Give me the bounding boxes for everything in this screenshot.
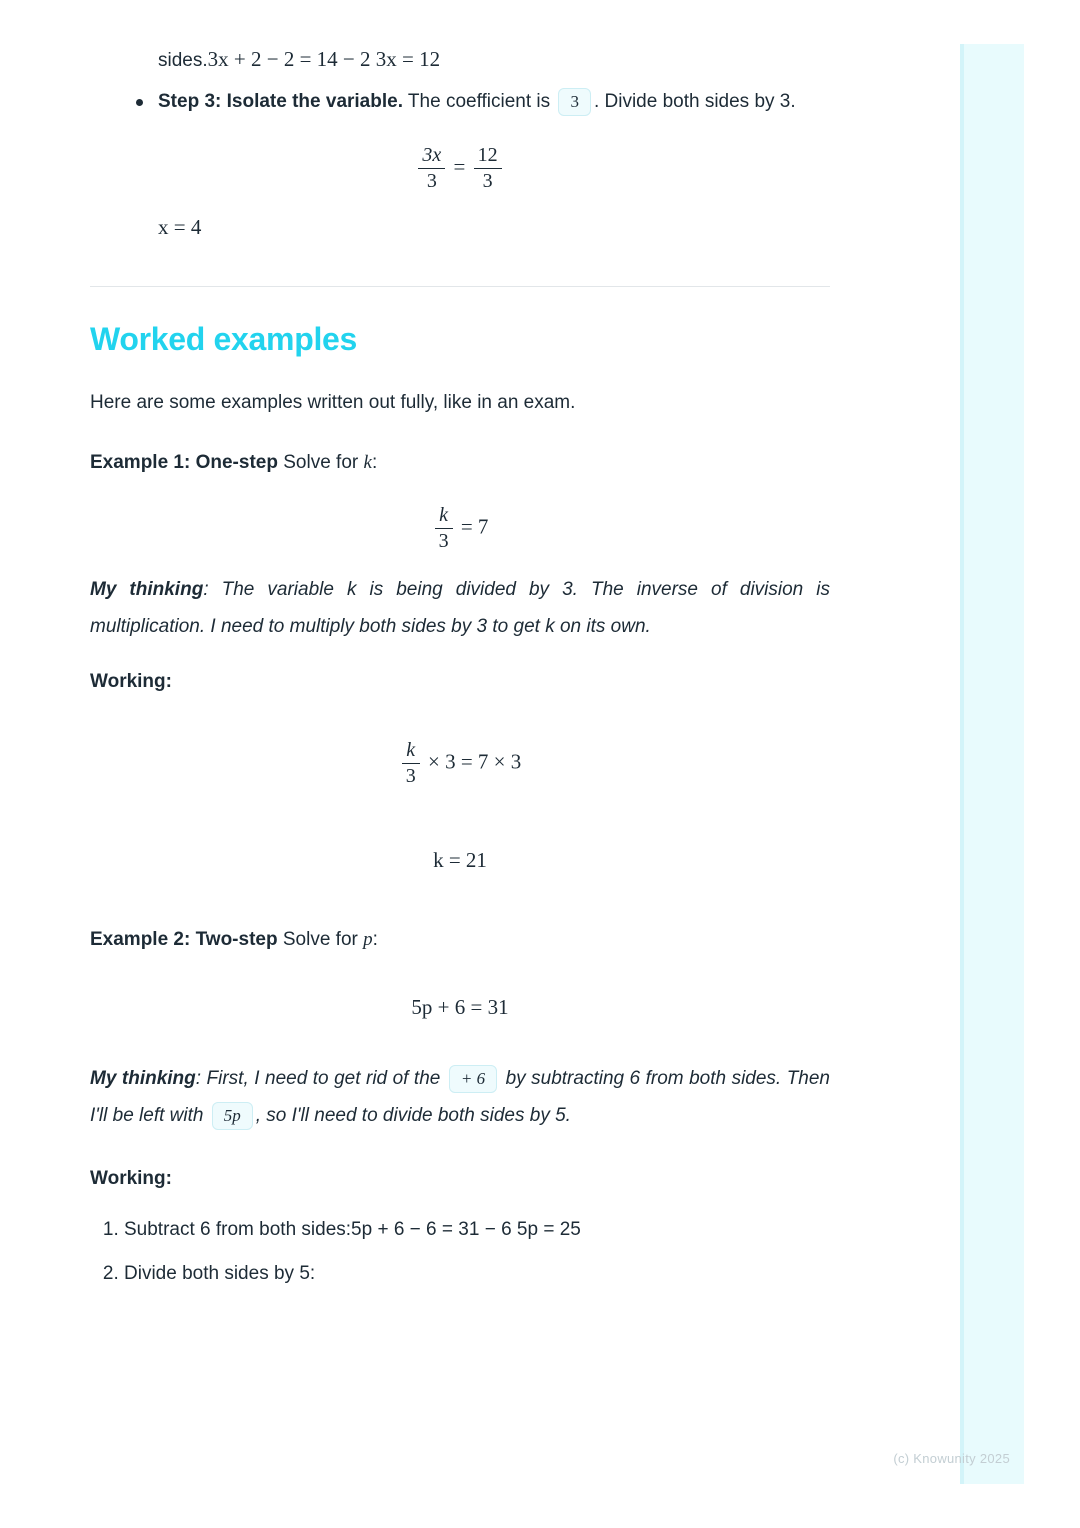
example-2-thinking-part3: , so I'll need to divide both sides by 5. [255,1105,571,1126]
example-2-thinking [90,1060,830,1134]
example-1-equation-rest: = 7 [460,514,489,539]
continuation-math: 3x + 2 − 2 = 14 − 2 3x = 12 [207,47,441,71]
example-2-step-2: Divide both sides by 5: [124,1263,316,1284]
example-2-equation: 5p + 6 = 31 [411,995,509,1019]
page-title: Worked examples [90,321,358,357]
example-1-heading-bold: Example 1: One-step [90,452,278,473]
equation-divide-both-sides [90,144,830,193]
example-1-fraction [435,504,453,553]
example-2-step-1: Subtract 6 from both sides:5p + 6 − 6 = 31 − 6 5p = 25 [124,1219,581,1240]
section-divider [90,286,830,287]
fraction-right-denominator: 3 [482,170,493,192]
document-content [90,44,830,1296]
example-2-heading [90,925,830,955]
term-chip-plus-six: + 6 [449,1065,497,1093]
example-2-thinking-part2: by subtracting 6 from both sides. Then I'll be left with [90,1068,831,1126]
step-label: Step 3: Isolate the variable. [158,91,403,112]
fraction-right [474,144,502,193]
fraction-right-numerator: 12 [474,144,502,169]
step-text-before: The coefficient is [407,91,551,112]
list-item [124,1208,830,1252]
step-list [90,86,830,118]
example-2-working-label: Working: [90,1168,172,1189]
footer-credit: (c) Knowunity 2025 [893,1451,1010,1466]
example-1-working-equation [90,739,830,788]
example-1-thinking [90,571,830,645]
example-2-working-steps [90,1208,830,1296]
continuation-lead: sides. [158,50,208,71]
fraction-left-numerator: 3x [418,144,445,169]
example-1-working-label: Working: [90,671,172,692]
example-1-heading [90,448,830,478]
equals-sign: = [453,154,466,179]
section-intro: Here are some examples written out fully, like in an exam. [90,392,576,413]
list-item [158,86,830,118]
term-chip-five-p: 5p [212,1102,253,1130]
step-text-after: . Divide both sides by 3. [593,91,796,112]
continuation-line [158,44,830,76]
example-1-working-fraction [402,739,420,788]
equation-x-solution: x = 4 [158,215,202,239]
example-1-working-denominator: 3 [405,765,416,787]
example-1-result: k = 21 [433,848,487,872]
example-2-thinking-label: My thinking [90,1068,196,1089]
page-side-band [964,44,1024,1484]
list-item [124,1252,830,1296]
fraction-left-denominator: 3 [426,170,437,192]
example-2-thinking-part1: : First, I need to get rid of the [195,1068,441,1089]
example-1-heading-rest: Solve for k: [283,452,378,473]
example-1-working-rest: × 3 = 7 × 3 [427,749,522,774]
example-1-numerator: k [435,504,453,529]
example-1-thinking-text: : The variable k is being divided by 3. The inverse of division is multiplication. I need to multiply both sides by 3 to get k on its own. [90,579,830,637]
example-2-heading-rest: Solve for p: [282,929,378,950]
example-1-working-numerator: k [402,739,420,764]
example-1-denominator: 3 [438,530,449,552]
example-2-heading-bold: Example 2: Two-step [90,929,278,950]
fraction-left [418,144,445,193]
example-1-thinking-label: My thinking [90,579,204,600]
coefficient-chip: 3 [558,88,591,116]
example-1-equation [90,504,830,553]
